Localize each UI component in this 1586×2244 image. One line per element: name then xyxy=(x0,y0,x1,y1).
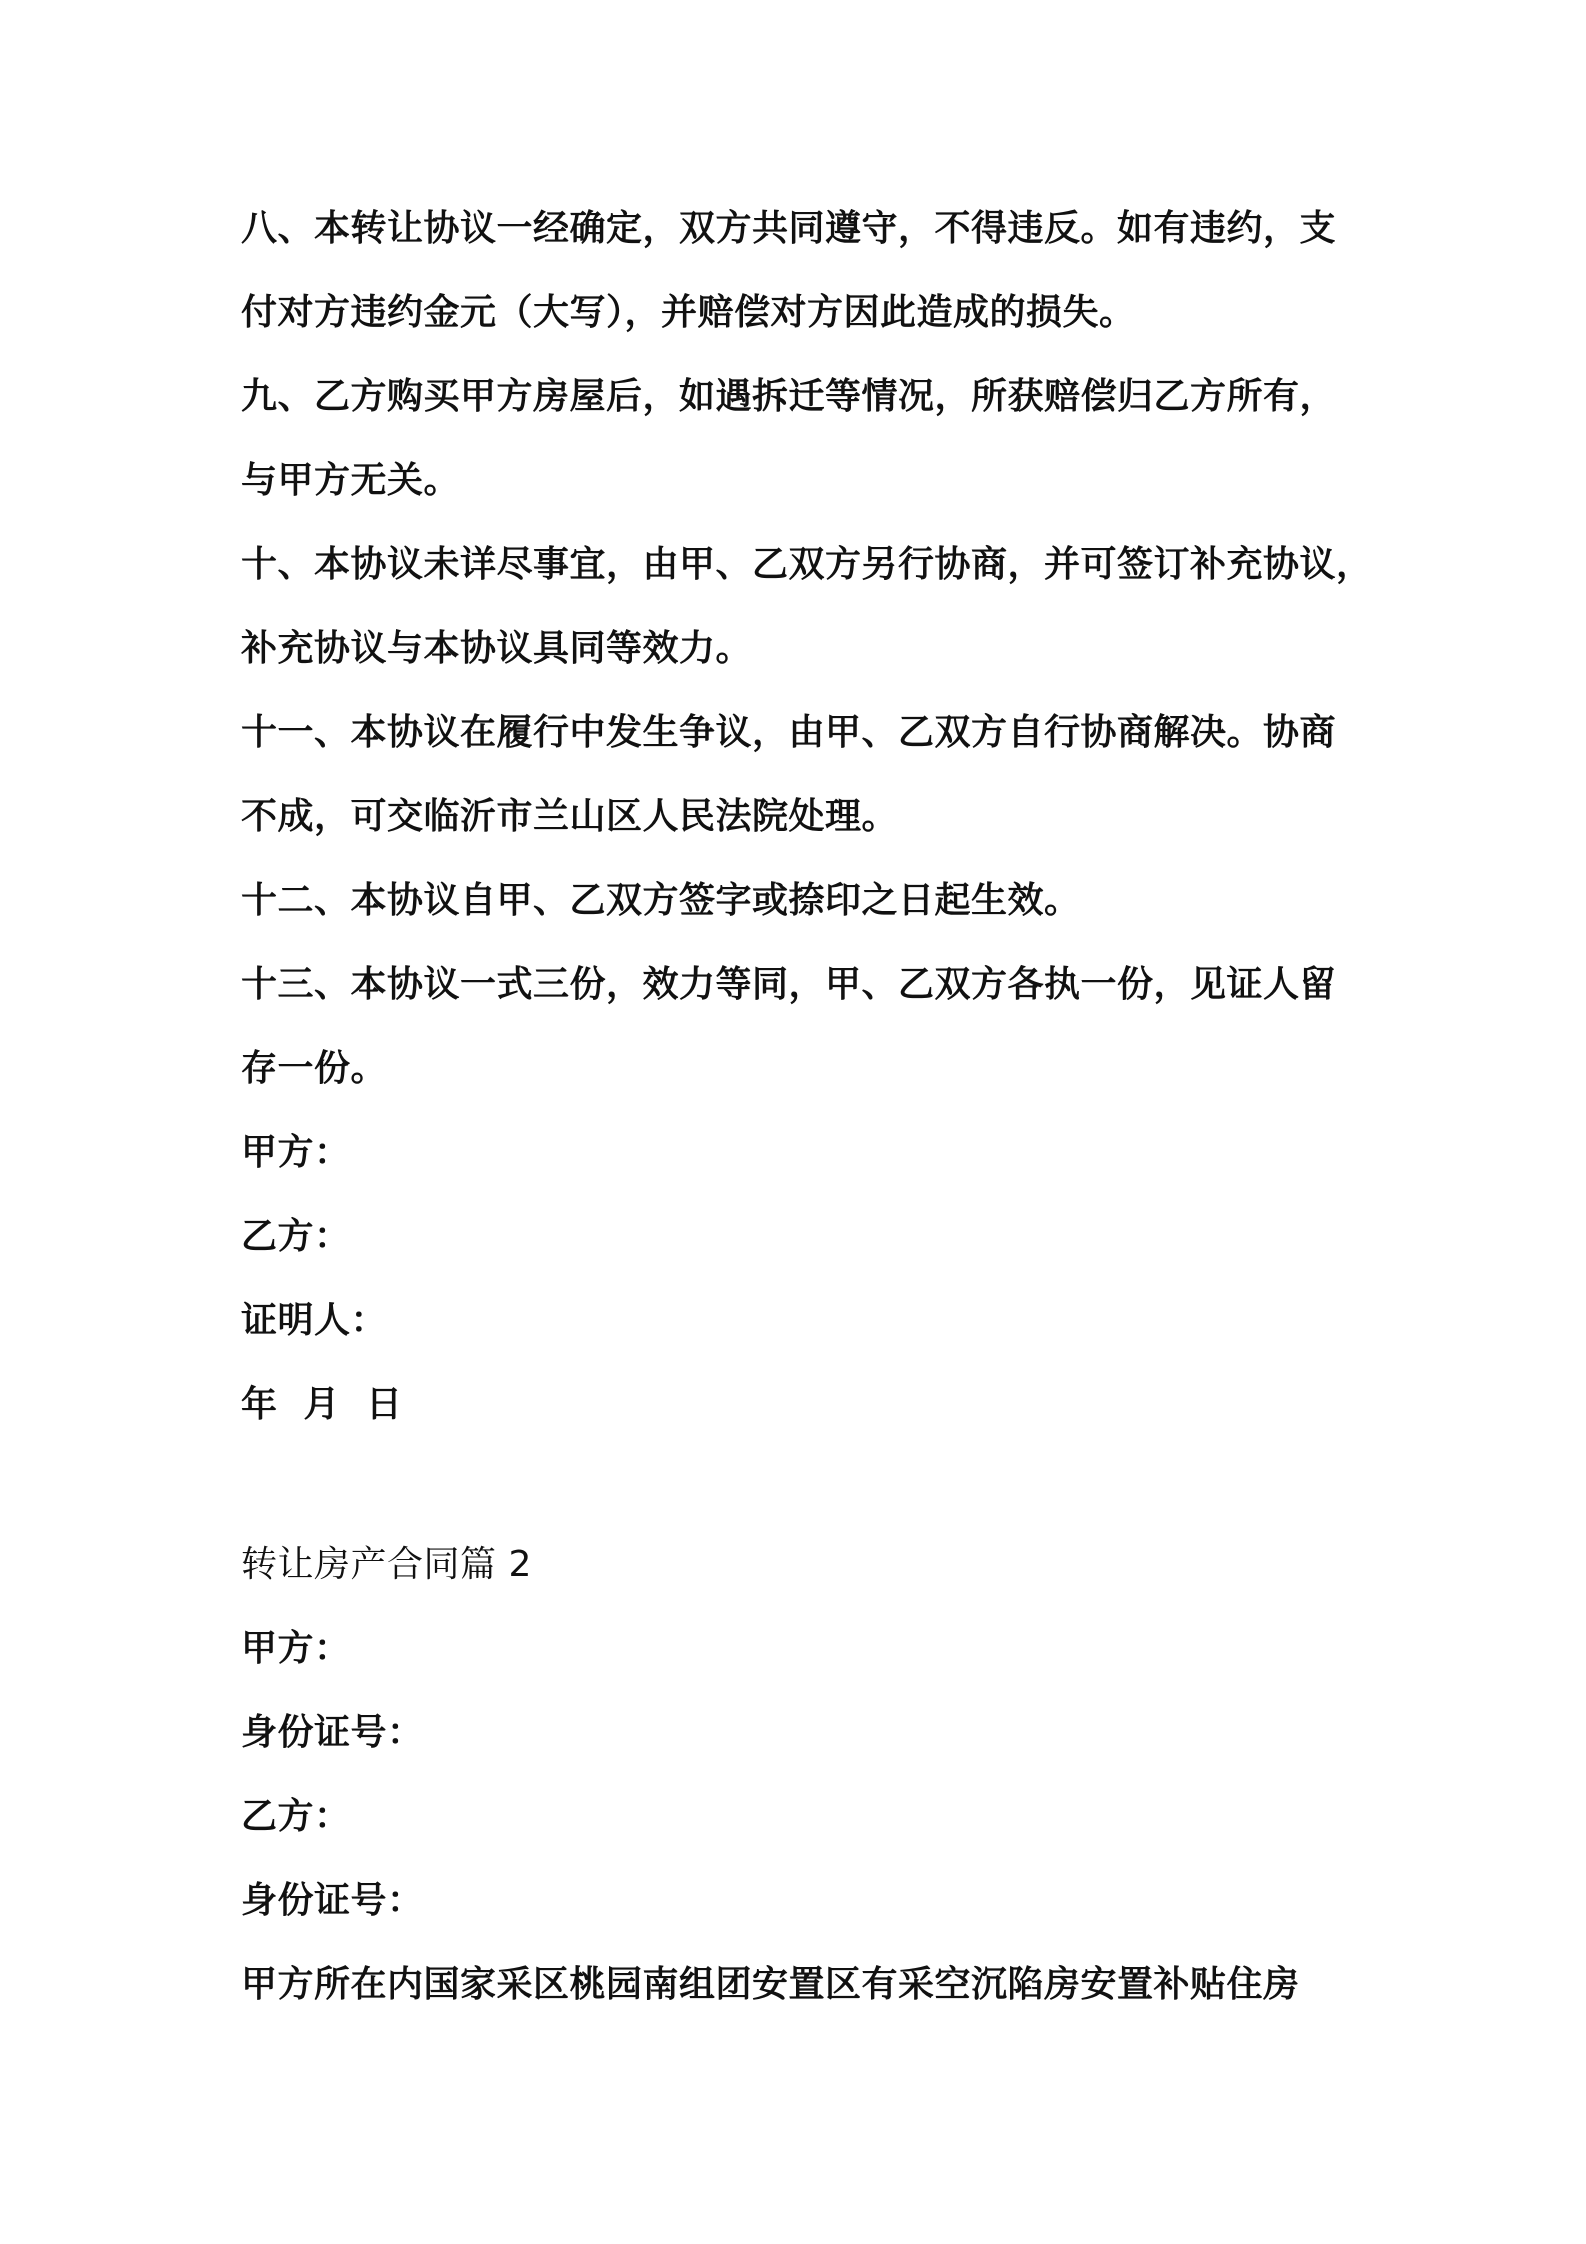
clause-12-line-1: 十二、本协议自甲、乙双方签字或捺印之日起生效。 xyxy=(241,880,1081,921)
clause-9-line-2: 与甲方无关。 xyxy=(241,460,461,501)
clause-10-line-1: 十、本协议未详尽事宜，由甲、乙双方另行协商，并可签订补充协议， xyxy=(241,544,1373,585)
section-2-party-a-id: 身份证号： xyxy=(241,1712,424,1753)
clause-11-line-2: 不成，可交临沂市兰山区人民法院处理。 xyxy=(241,796,899,837)
section-2-body-line: 甲方所在内国家采区桃园南组团安置区有采空沉陷房安置补贴住房 xyxy=(241,1964,1300,2005)
section-2-party-b-id: 身份证号： xyxy=(241,1880,424,1921)
date-day: 日 xyxy=(366,1384,403,1425)
clause-9-line-1: 九、乙方购买甲方房屋后，如遇拆迁等情况，所获赔偿归乙方所有， xyxy=(241,376,1337,417)
clause-13-line-1: 十三、本协议一式三份，效力等同，甲、乙双方各执一份，见证人留 xyxy=(241,964,1337,1005)
section-2-party-b: 乙方： xyxy=(241,1796,351,1837)
signature-party-b: 乙方： xyxy=(241,1216,351,1257)
section-2-party-a: 甲方： xyxy=(241,1628,351,1669)
clause-11-line-1: 十一、本协议在履行中发生争议，由甲、乙双方自行协商解决。协商 xyxy=(241,712,1337,753)
clause-8-line-1: 八、本转让协议一经确定，双方共同遵守，不得违反。如有违约，支 xyxy=(241,208,1337,249)
section-2-title: 转让房产合同篇 2 xyxy=(241,1544,532,1585)
clause-13-line-2: 存一份。 xyxy=(241,1048,388,1089)
clause-8-line-2: 付对方违约金元（大写），并赔偿对方因此造成的损失。 xyxy=(241,292,1136,333)
signature-date xyxy=(241,1381,1361,1429)
date-month: 月 xyxy=(303,1384,341,1425)
date-year: 年 xyxy=(241,1384,278,1425)
clause-10-line-2: 补充协议与本协议具同等效力。 xyxy=(241,628,753,669)
signature-witness: 证明人： xyxy=(241,1300,388,1341)
signature-party-a: 甲方： xyxy=(241,1132,351,1173)
